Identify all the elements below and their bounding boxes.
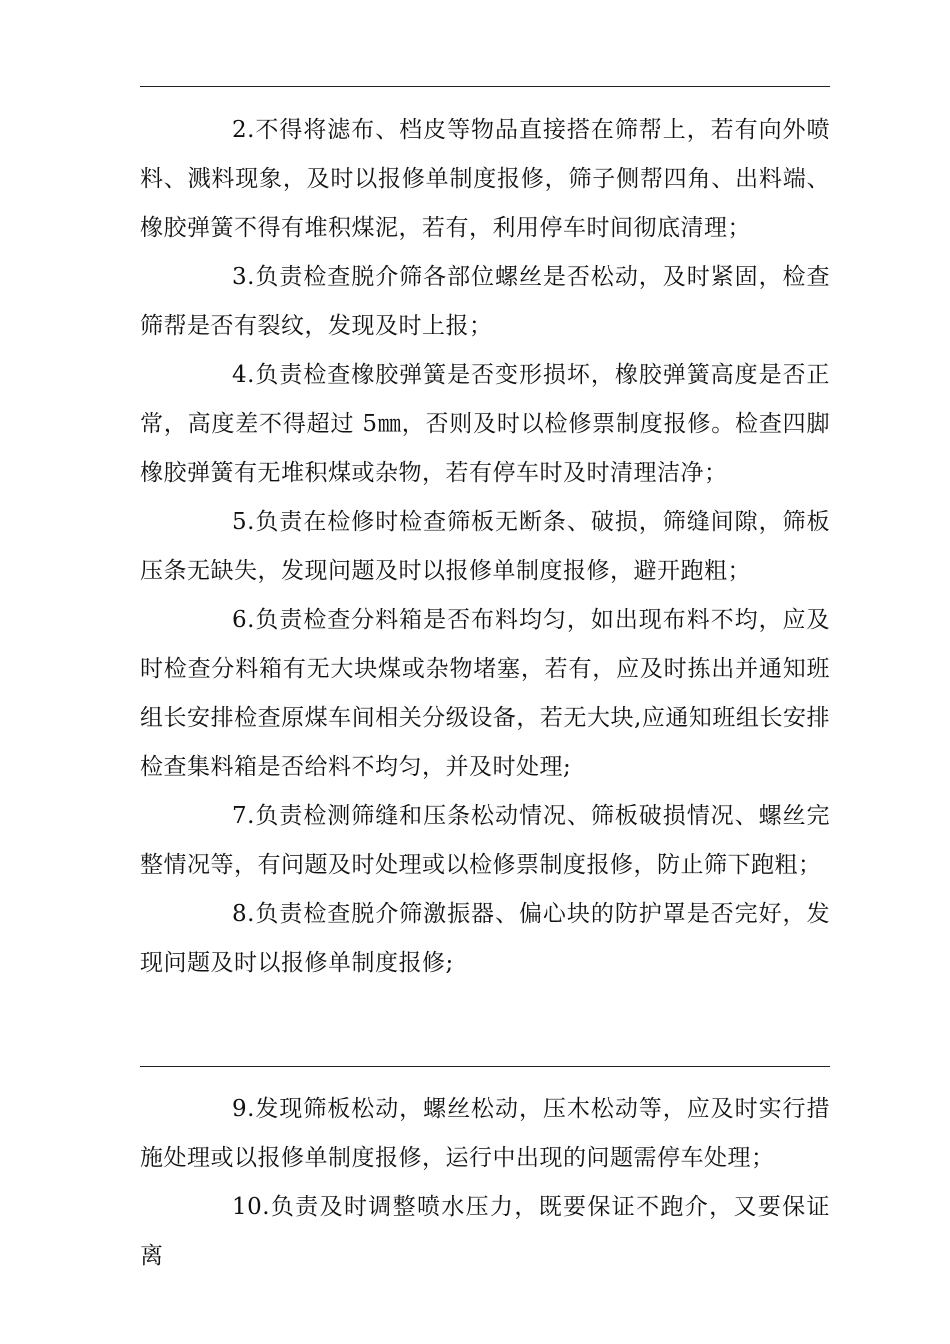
list-item [140, 1183, 830, 1281]
page-break-rule [140, 1066, 830, 1067]
item-number: 6. [232, 607, 255, 633]
document-body-page-1 [140, 106, 830, 988]
item-number: 8. [232, 901, 255, 927]
item-text: 负责检查脱介筛各部位螺丝是否松动，及时紧固，检查筛帮是否有裂纹，发现及时上报； [140, 264, 830, 339]
page-top-rule [140, 86, 830, 87]
item-number: 10. [232, 1194, 271, 1220]
item-text: 负责检查脱介筛激振器、偏心块的防护罩是否完好，发现问题及时以报修单制度报修; [140, 901, 830, 976]
list-item [140, 596, 830, 792]
list-item [140, 351, 830, 498]
list-item [140, 792, 830, 890]
item-number: 3. [232, 264, 255, 290]
item-number: 7. [232, 803, 255, 829]
item-number: 9. [232, 1096, 255, 1122]
item-text: 不得将滤布、档皮等物品直接搭在筛帮上，若有向外喷料、溅料现象，及时以报修单制度报修，筛子侧帮四角、出料端、橡胶弹簧不得有堆积煤泥，若有，利用停车时间彻底清理； [140, 117, 830, 241]
item-text: 负责及时调整喷水压力，既要保证不跑介，又要保证离 [140, 1194, 830, 1269]
item-number: 5. [232, 509, 255, 535]
item-text: 负责检查橡胶弹簧是否变形损坏，橡胶弹簧高度是否正常，高度差不得超过 5㎜，否则及时以检修票制度报修。检查四脚橡胶弹簧有无堆积煤或杂物，若有停车时及时清理洁净； [140, 362, 830, 486]
item-number: 2. [232, 117, 255, 143]
document-body-page-2 [140, 1085, 830, 1281]
item-text: 发现筛板松动，螺丝松动，压木松动等，应及时实行措施处理或以报修单制度报修，运行中出现的问题需停车处理； [140, 1096, 830, 1171]
item-number: 4. [232, 362, 255, 388]
item-text: 负责检测筛缝和压条松动情况、筛板破损情况、螺丝完整情况等，有问题及时处理或以检修票制度报修，防止筛下跑粗； [140, 803, 830, 878]
list-item [140, 890, 830, 988]
list-item [140, 253, 830, 351]
item-text: 负责在检修时检查筛板无断条、破损，筛缝间隙，筛板压条无缺失，发现问题及时以报修单制度报修，避开跑粗； [140, 509, 830, 584]
list-item [140, 1085, 830, 1183]
list-item [140, 106, 830, 253]
item-text: 负责检查分料箱是否布料均匀，如出现布料不均，应及时检查分料箱有无大块煤或杂物堵塞，若有，应及时拣出并通知班组长安排检查原煤车间相关分级设备，若无大块,应通知班组长安排检查集料箱是否给料不均匀，并及时处理; [140, 607, 830, 780]
list-item [140, 498, 830, 596]
